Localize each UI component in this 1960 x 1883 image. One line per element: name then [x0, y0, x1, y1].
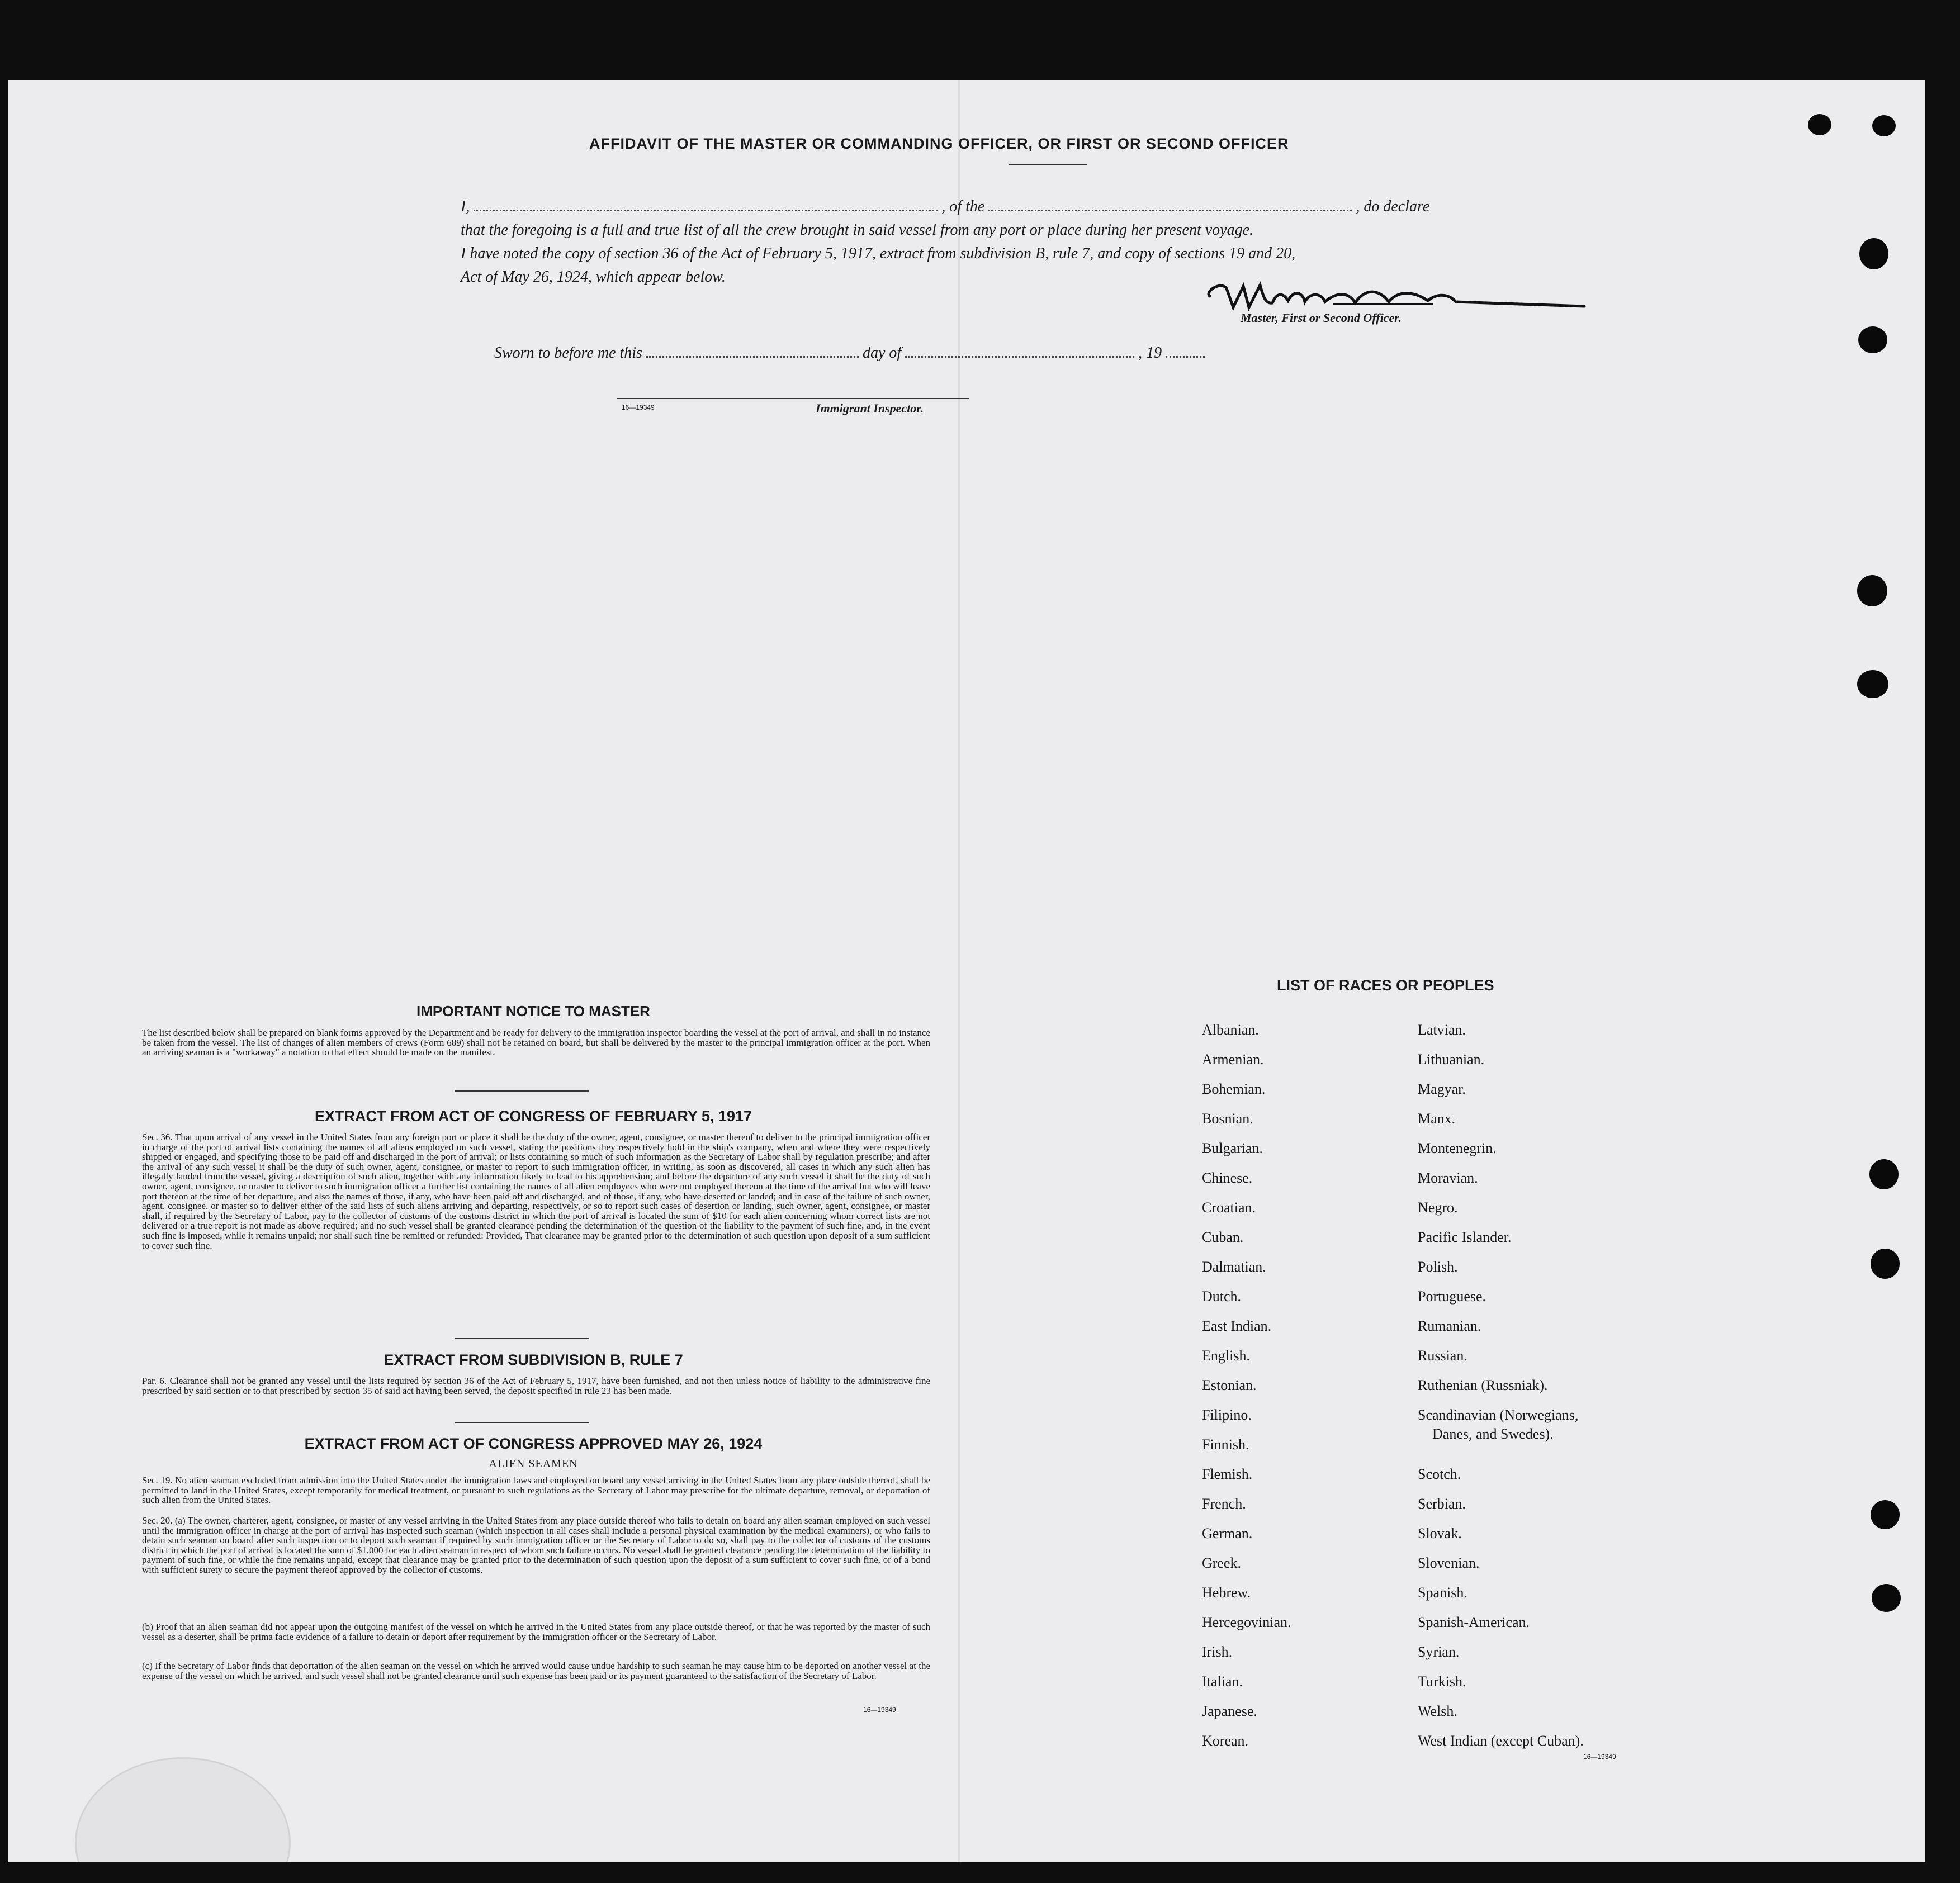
race-item: Latvian.: [1418, 1022, 1466, 1038]
binder-hole: [1857, 670, 1888, 698]
race-item: Bohemian.: [1202, 1081, 1266, 1097]
race-item: Dalmatian.: [1202, 1259, 1266, 1275]
race-item: Welsh.: [1418, 1703, 1457, 1719]
embossed-seal: [75, 1757, 291, 1862]
race-item: Armenian.: [1202, 1051, 1264, 1068]
extract-1917-title: EXTRACT FROM ACT OF CONGRESS OF FEBRUARY 5, 1917: [314, 1108, 752, 1125]
race-item: Ruthenian (Russniak).: [1418, 1377, 1548, 1393]
race-item: Slovak.: [1418, 1525, 1462, 1542]
vessel-field[interactable]: [988, 205, 1352, 211]
sec20c-body: (c) If the Secretary of Labor finds that deportation of the alien seaman on the vessel on which he arrived would cause undue hardship to such seaman he may cause him to be deported on another vessel at the expense of the vessel on which he arrived, and such vessel shall not be granted clearance until such expense has been paid or its payment guaranteed to the satisfaction of the Secretary of Labor.: [142, 1661, 930, 1681]
race-item: Greek.: [1202, 1555, 1242, 1571]
race-item: East Indian.: [1202, 1318, 1272, 1334]
affidavit-line-1: [461, 198, 1429, 216]
extract-1924-title: EXTRACT FROM ACT OF CONGRESS APPROVED MAY 26, 1924: [304, 1435, 763, 1452]
rule7-title: EXTRACT FROM SUBDIVISION B, RULE 7: [384, 1351, 683, 1368]
race-item: West Indian (except Cuban).: [1418, 1733, 1584, 1749]
year-label: , 19: [1138, 344, 1162, 362]
race-item: Negro.: [1418, 1199, 1458, 1216]
race-item: English.: [1202, 1348, 1250, 1364]
binder-hole: [1872, 1584, 1901, 1612]
race-item: Magyar.: [1418, 1081, 1466, 1097]
binder-hole: [1869, 1159, 1899, 1189]
race-item: Korean.: [1202, 1733, 1249, 1749]
sec19-body: Sec. 19. No alien seaman excluded from admission into the United States under the immigration laws and employed on board any vessel arriving in the United States from any place outside thereof, shall be permitted to land in the United States, except temporarily for medical treatment, or pursuant to such regulations as the Secretary of Labor may prescribe for the ultimate departure, removal, or deportation of such alien from the United States.: [142, 1475, 930, 1506]
race-item: Montenegrin.: [1418, 1140, 1497, 1156]
name-field[interactable]: [474, 205, 938, 211]
race-item: Syrian.: [1418, 1644, 1460, 1660]
race-item: Danes, and Swedes).: [1432, 1426, 1554, 1442]
binder-hole: [1871, 1500, 1900, 1529]
divider: [455, 1422, 589, 1423]
race-item: Italian.: [1202, 1673, 1243, 1690]
sec20b-body: (b) Proof that an alien seaman did not appear upon the outgoing manifest of the vessel on which he arrived in the United States from any place outside thereof, or that he was reported by the master of such vessel as a deserter, shall be prima facie evidence of a failure to detain or deport after requirement by the immigration officer or the Secretary of Labor.: [142, 1621, 930, 1642]
race-item: French.: [1202, 1496, 1246, 1512]
inspector-label: Immigrant Inspector.: [816, 401, 924, 415]
affidavit-title: AFFIDAVIT OF THE MASTER OR COMMANDING OFFICER, OR FIRST OR SECOND OFFICER: [589, 135, 1289, 152]
divider: [1009, 164, 1087, 165]
sworn-day-field[interactable]: [646, 352, 859, 358]
race-item: Estonian.: [1202, 1377, 1257, 1393]
sworn-line: [494, 344, 1205, 362]
binder-hole: [1808, 114, 1831, 135]
race-item: Cuban.: [1202, 1229, 1244, 1245]
binder-hole: [1857, 575, 1887, 606]
extract-1917-body: Sec. 36. That upon arrival of any vessel in the United States from any foreign port or place it shall be the duty of the owner, agent, consignee, or master thereof to deliver to the principal immigration officer in charge of the port of arrival lists containing the names of all aliens employed on such vessel, stating the positions they respectively hold in the ship's company, when and where they were respectively shipped or engaged, and specifying those to be paid off and discharged in the port of arrival; or lists containing so much of such information as the Secretary of Labor shall by regulation prescribe; and after the arrival of any such vessel it shall be the duty of such owner, agent, consignee, or master to report to such immigration officer, in writing, as soon as discovered, all cases in which any such alien has illegally landed from the vessel, giving a description of such alien, together with any information likely to lead to his apprehension; and before the departure of any such vessel it shall be the duty of such owner, agent, consignee, or master to deliver to such immigration officer a further list containing the names of all alien employees who were not employed thereon at the time of the arrival but who will leave port thereon at the time of her departure, and also the names of those, if any, who have been paid off and discharged, and of those, if any, who have deserted or landed; and in case of the failure of such owner, agent, consignee, or master so to deliver either of the said lists of such aliens arriving and departing, respectively, or so to report such cases of desertion or landing, such owner, agent, consignee, or master shall, if required by the Secretary of Labor, pay to the collector of customs of the customs district in which the port of arrival is located the sum of $10 for each alien concerning whom correct lists are not delivered or a true report is not made as above required; and no such vessel shall be granted clearance pending the determination of the question of the liability to the payment of such fine, and, in the event such fine is imposed, while it remains unpaid; nor shall such fine be remitted or refunded: Provided, That clearance may be granted prior to the determination of such question upon deposit of a sum sufficient to cover such fine.: [142, 1132, 931, 1251]
form-number: 16—19349: [863, 1706, 896, 1714]
race-item: Turkish.: [1418, 1673, 1466, 1690]
race-item: Hebrew.: [1202, 1585, 1251, 1601]
race-item: German.: [1202, 1525, 1253, 1542]
binder-hole: [1859, 238, 1888, 269]
races-title: LIST OF RACES OR PEOPLES: [1277, 977, 1494, 994]
race-item: Irish.: [1202, 1644, 1233, 1660]
master-label: Master, First or Second Officer.: [1241, 311, 1402, 325]
form-number: 16—19349: [622, 404, 655, 411]
race-item: Flemish.: [1202, 1466, 1253, 1482]
race-item: Rumanian.: [1418, 1318, 1481, 1334]
race-item: Spanish.: [1418, 1585, 1467, 1601]
sworn-label: Sworn to before me this: [494, 344, 642, 362]
race-item: Filipino.: [1202, 1407, 1252, 1423]
day-of-label: day of: [862, 344, 902, 362]
race-item: Chinese.: [1202, 1170, 1253, 1186]
race-item: Albanian.: [1202, 1022, 1259, 1038]
race-item: Finnish.: [1202, 1436, 1249, 1453]
of-the-label: , of the: [941, 198, 985, 215]
binder-hole: [1871, 1249, 1900, 1279]
race-item: Hercegovinian.: [1202, 1614, 1291, 1630]
document-page: [8, 80, 1925, 1862]
sec20a-body: Sec. 20. (a) The owner, charterer, agent, consignee, or master of any vessel arriving in the United States from any place outside thereof who fails to detain on board any alien seaman employed on such vessel until the immigration officer in charge at the port of arrival has inspected such seaman (which inspection in all cases shall include a personal physical examination by the medical examiners), or who fails to detain such seaman on board after such inspection or to deport such seaman if required by such immigration officer or the Secretary of Labor to do so, shall pay to the collector of customs of the customs district in which the port of arrival is located the sum of $1,000 for each alien seaman in respect of whom such failure occurs. No vessel shall be granted clearance pending the determination of the liability to payment of such fine, or while the fine remains unpaid, except that clearance may be granted prior to the determination of such question upon the deposit of a sum sufficient to cover such fine, or of a bond with sufficient surety to secure the payment thereof approved by the collector of customs.: [142, 1515, 930, 1575]
race-item: Bosnian.: [1202, 1111, 1253, 1127]
race-item: Dutch.: [1202, 1288, 1242, 1305]
race-item: Slovenian.: [1418, 1555, 1480, 1571]
affidavit-line-2: that the foregoing is a full and true list of all the crew brought in said vessel from any port or place during her present voyage.: [461, 221, 1254, 239]
affidavit-line-3: I have noted the copy of section 36 of the Act of February 5, 1917, extract from subdivision B, rule 7, and copy of sections 19 and 20,: [461, 245, 1296, 262]
inspector-signature-line: [617, 398, 969, 399]
race-item: Croatian.: [1202, 1199, 1256, 1216]
race-item: Pacific Islander.: [1418, 1229, 1512, 1245]
form-number: 16—19349: [1583, 1753, 1616, 1761]
do-declare-label: , do declare: [1356, 198, 1430, 215]
race-item: Spanish-American.: [1418, 1614, 1530, 1630]
rule7-body: Par. 6. Clearance shall not be granted any vessel until the lists required by section 36 of the Act of February 5, 1917, have been furnished, and not then unless notice of liability to the administrative fine prescribed by said section or to that prescribed by section 35 of said act having been served, the deposit specified in rule 23 has been made.: [142, 1376, 930, 1396]
sworn-month-field[interactable]: [905, 352, 1134, 358]
race-item: Moravian.: [1418, 1170, 1478, 1186]
race-item: Bulgarian.: [1202, 1140, 1263, 1156]
i-label: I,: [461, 198, 470, 215]
race-item: Manx.: [1418, 1111, 1456, 1127]
race-item: Japanese.: [1202, 1703, 1257, 1719]
affidavit-line-4: Act of May 26, 1924, which appear below.: [461, 268, 726, 286]
divider: [455, 1090, 589, 1092]
notice-body: The list described below shall be prepared on blank forms approved by the Department and be ready for delivery to the immigration inspector boarding the vessel at the port of arrival, and shall in no instance be taken from the vessel. The list of changes of alien members of crews (Form 689) shall not be retained on board, but shall be delivered by the master to the principal immigration officer at the port. When an arriving seaman is a "workaway" a notation to that effect should be made on the manifest.: [142, 1027, 930, 1058]
race-item: Russian.: [1418, 1348, 1467, 1364]
sworn-year-field[interactable]: [1166, 352, 1205, 358]
binder-hole: [1872, 115, 1896, 136]
race-item: Portuguese.: [1418, 1288, 1486, 1305]
alien-seamen-subtitle: ALIEN SEAMEN: [489, 1458, 578, 1470]
race-item: Polish.: [1418, 1259, 1458, 1275]
race-item: Serbian.: [1418, 1496, 1466, 1512]
notice-title: IMPORTANT NOTICE TO MASTER: [416, 1003, 650, 1019]
race-item: Lithuanian.: [1418, 1051, 1485, 1068]
race-item: Scandinavian (Norwegians,: [1418, 1407, 1579, 1423]
binder-hole: [1858, 326, 1887, 353]
divider: [455, 1338, 589, 1339]
race-item: Scotch.: [1418, 1466, 1461, 1482]
